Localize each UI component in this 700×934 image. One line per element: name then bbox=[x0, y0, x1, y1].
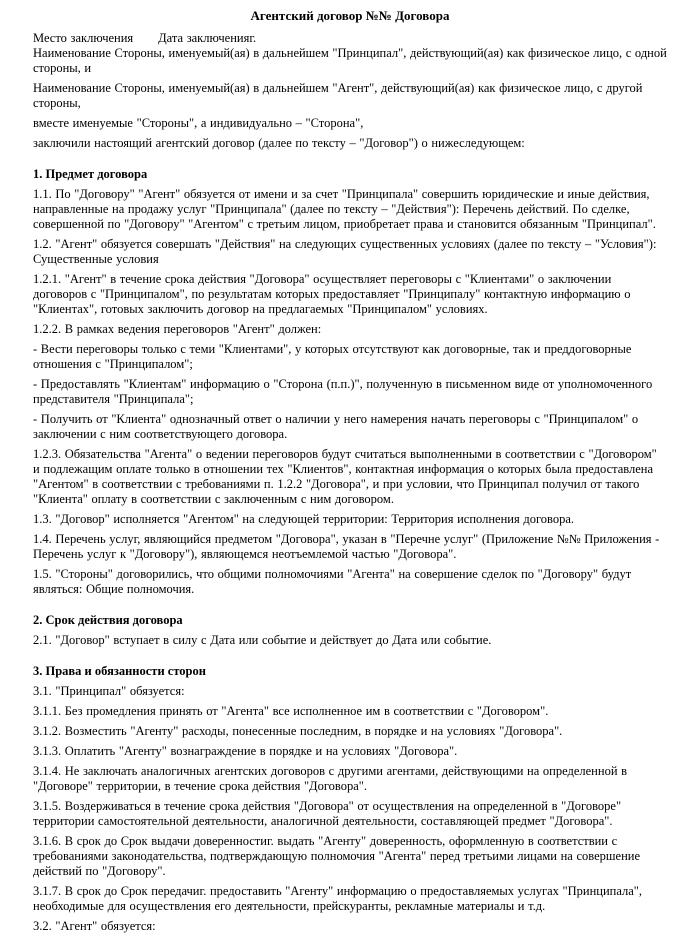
clause-1-2-2-bullet-2: - Предоставлять "Клиентам" информацию о "Сторона (п.п.)", полученную в письменном виде от уполномоченного представителя "Принципала"; bbox=[33, 377, 653, 406]
place-of-conclusion-label: Место заключения bbox=[33, 31, 134, 45]
preamble-agent-party: Наименование Стороны, именуемый(ая) в дальнейшем "Агент", действующий(ая) как физическое лицо, с другой стороны, bbox=[33, 81, 643, 110]
section-subject-of-contract bbox=[33, 167, 667, 597]
section-heading-1: 1. Предмет договора bbox=[33, 167, 148, 181]
section-heading-3: 3. Права и обязанности сторон bbox=[33, 664, 206, 678]
clause-3-1-5: 3.1.5. Воздерживаться в течение срока действия "Договора" от осуществления на определенной в "Договоре" территории самостоятельной деятельности, аналогичной деятельности, составляющей предмет "Договора". bbox=[33, 799, 622, 828]
clause-3-1: 3.1. "Принципал" обязуется: bbox=[33, 684, 185, 698]
section-contract-term bbox=[33, 613, 667, 648]
section-heading-2: 2. Срок действия договора bbox=[33, 613, 183, 627]
clause-3-1-6: 3.1.6. В срок до Срок выдачи доверенностиг. выдать "Агенту" доверенность, оформленную в соответствии с требованиями законодательства, подтверждающую полномочия "Агента" перед третьими лицами на совершение действий по "Договору". bbox=[33, 834, 640, 878]
clause-1-1: 1.1. По "Договору" "Агент" обязуется от имени и за счет "Принципала" совершить юридические и иные действия, направленные на продажу услуг "Принципала" (далее по тексту – "Действия"): Перечень действий. По сделке, совершенной по "Договору" "Агентом" с третьим лицом, приобретает права и становится обязанным "Принципал". bbox=[33, 187, 656, 231]
section-rights-and-obligations bbox=[33, 664, 667, 934]
clause-1-4: 1.4. Перечень услуг, являющийся предметом "Договора", указан в "Перечне услуг" (Приложение №№ Приложения - Перечень услуг к "Договору"), являющемся неотъемлемой частью "Договора". bbox=[33, 532, 660, 561]
document-title: Агентский договор №№ Договора bbox=[250, 8, 450, 23]
clause-3-1-1: 3.1.1. Без промедления принять от "Агента" все исполненное им в соответствии с "Договором". bbox=[33, 704, 549, 718]
clause-3-1-4: 3.1.4. Не заключать аналогичных агентских договоров с другими агентами, действующими на определенной в "Договоре" территории, в течение срока действия "Договора". bbox=[33, 764, 628, 793]
clause-1-2-2: 1.2.2. В рамках ведения переговоров "Агент" должен: bbox=[33, 322, 322, 336]
clause-1-2-1: 1.2.1. "Агент" в течение срока действия "Договора" осуществляет переговоры с "Клиентами" о заключении договоров с "Принципалом", по результатам которых предоставляет "Принципалу" контактную информацию о "Клиентах", готовых заключить договор на предлагаемых "Принципалом" условиях. bbox=[33, 272, 631, 316]
clause-2-1: 2.1. "Договор" вступает в силу с Дата или событие и действует до Дата или событие. bbox=[33, 633, 492, 647]
date-of-conclusion-label: Дата заключенияг. bbox=[158, 31, 257, 45]
clause-1-2: 1.2. "Агент" обязуется совершать "Действия" на следующих существенных условиях (далее по тексту – "Условия"): Существенные условия bbox=[33, 237, 657, 266]
clause-1-2-3: 1.2.3. Обязательства "Агента" о ведении переговоров будут считаться выполненными в соответствии с "Договором" и подлежащим оплате только в отношении тех "Клиентов", контактная информация о которых была предоставлена "Агентом" в соответствии с требованиями п. 1.2.2 "Договора", и при условии, что Принципал получил от такого "Клиента" оплату в соответствии с заключенным с ним договором. bbox=[33, 447, 657, 506]
clause-1-2-2-bullet-1: - Вести переговоры только с теми "Клиентами", у которых отсутствуют как договорные, так и преддоговорные отношения с "Принципалом"; bbox=[33, 342, 632, 371]
clause-3-1-3: 3.1.3. Оплатить "Агенту" вознаграждение в порядке и на условиях "Договора". bbox=[33, 744, 458, 758]
preamble-parties-naming: вместе именуемые "Стороны", а индивидуально – "Сторона", bbox=[33, 116, 364, 130]
clause-1-3: 1.3. "Договор" исполняется "Агентом" на следующей территории: Территория исполнения договора. bbox=[33, 512, 575, 526]
clause-3-1-2: 3.1.2. Возместить "Агенту" расходы, понесенные последним, в порядке и на условиях "Договора". bbox=[33, 724, 563, 738]
clause-1-5: 1.5. "Стороны" договорились, что общими полномочиями "Агента" на совершение сделок по "Договору" будут являться: Общие полномочия. bbox=[33, 567, 632, 596]
clause-3-2: 3.2. "Агент" обязуется: bbox=[33, 919, 156, 933]
preamble-principal-party: Наименование Стороны, именуемый(ая) в дальнейшем "Принципал", действующий(ая) как физическое лицо, с одной стороны, и bbox=[33, 46, 667, 75]
clause-3-1-7: 3.1.7. В срок до Срок передачиг. предоставить "Агенту" информацию о предоставляемых услугах "Принципала", необходимые для осуществления его деятельности, прейскуранты, рекламные материалы и т.д. bbox=[33, 884, 643, 913]
meta-line bbox=[33, 31, 667, 46]
preamble-conclusion: заключили настоящий агентский договор (далее по тексту – "Договор") о нижеследующем: bbox=[33, 136, 525, 150]
clause-1-2-2-bullet-3: - Получить от "Клиента" однозначный ответ о наличии у него намерения начать переговоры с "Принципалом" о заключении с ним соответствующего договора. bbox=[33, 412, 639, 441]
